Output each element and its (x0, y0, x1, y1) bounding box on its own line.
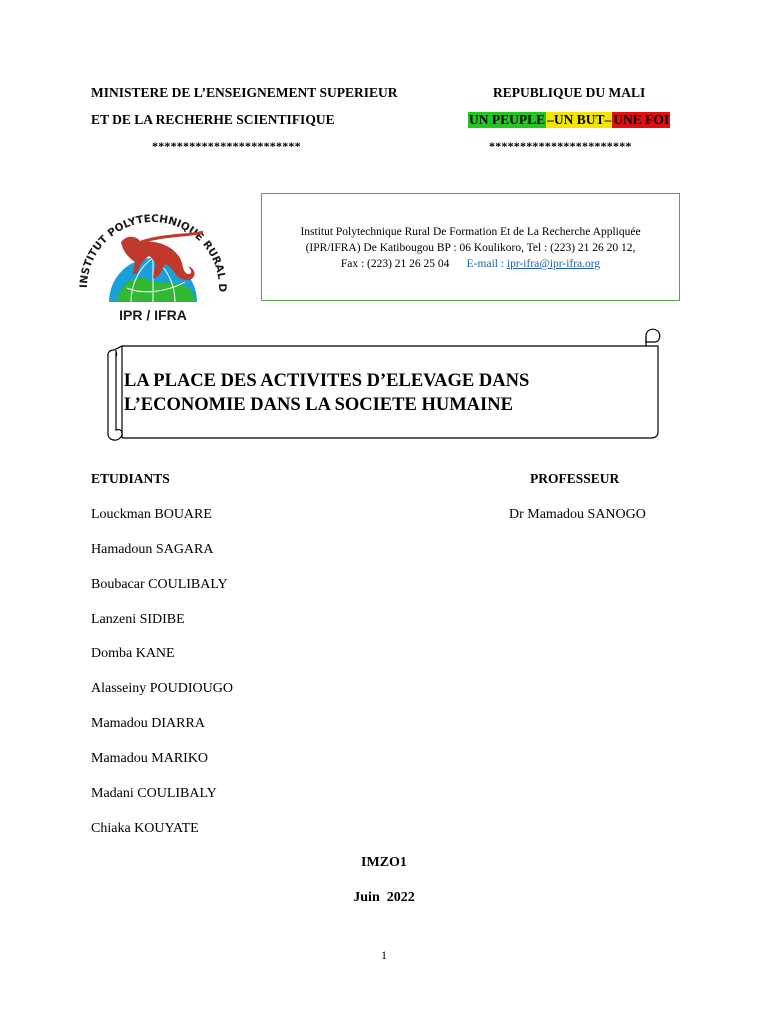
motto-part-peuple: UN PEUPLE (469, 112, 546, 127)
students-heading: ETUDIANTS (91, 471, 170, 486)
student-name: Madani COULIBALY (91, 786, 217, 801)
ministry-line-1: MINISTERE DE L’ENSEIGNEMENT SUPERIEUR (91, 85, 398, 100)
institute-address-line: (IPR/IFRA) De Katibougou BP : 06 Koulikoro, Tel : (223) 21 26 20 12, (305, 242, 636, 254)
logo-emblem-icon (57, 170, 240, 330)
student-name: Boubacar COULIBALY (91, 577, 228, 592)
page-number: 1 (381, 948, 387, 962)
student-name: Hamadoun SAGARA (91, 542, 214, 557)
fax-number: Fax : (223) 21 26 25 04 (340, 258, 450, 270)
class-code: IMZO1 (361, 855, 407, 870)
student-name: Alasseiny POUDIOUGO (91, 681, 233, 696)
svg-text:INSTITUT POLYTECHNIQUE RURAL D: INSTITUT POLYTECHNIQUE RURAL D (77, 212, 229, 293)
document-date: Juin 2022 (353, 890, 415, 905)
motto-part-but: –UN BUT– (547, 112, 612, 127)
email-label: E-mail : (466, 258, 505, 270)
ministry-line-2: ET DE LA RECHERHE SCIENTIFIQUE (91, 112, 335, 127)
institute-name-line: Institut Polytechnique Rural De Formation Et de La Recherche Appliquée (300, 226, 641, 238)
student-name: Mamadou MARIKO (91, 751, 209, 766)
student-name: Louckman BOUARE (91, 507, 212, 522)
left-stars-divider: ************************ (152, 139, 301, 153)
student-name: Lanzeni SIDIBE (91, 612, 185, 627)
republic-title: REPUBLIQUE DU MALI (493, 85, 646, 100)
student-name: Domba KANE (91, 646, 175, 661)
email-link[interactable]: ipr-ifra@ipr-ifra.org (506, 258, 601, 270)
document-title (124, 369, 529, 417)
national-motto (468, 112, 670, 128)
title-line-1: LA PLACE DES ACTIVITES D’ELEVAGE DANS (124, 371, 530, 391)
motto-part-foi: UNE FOI (613, 112, 670, 127)
student-name: Chiaka KOUYATE (91, 821, 199, 836)
institute-info-box (261, 193, 680, 301)
ipr-ifra-logo (57, 170, 240, 330)
logo-label: IPR / IFRA (119, 307, 187, 323)
professor-heading: PROFESSEUR (530, 471, 620, 486)
right-stars-divider: *********************** (489, 139, 632, 153)
title-line-2: L’ECONOMIE DANS LA SOCIETE HUMAINE (124, 395, 513, 415)
institute-contact-line (262, 256, 679, 272)
student-name: Mamadou DIARRA (91, 716, 205, 731)
professor-name: Dr Mamadou SANOGO (509, 507, 646, 522)
